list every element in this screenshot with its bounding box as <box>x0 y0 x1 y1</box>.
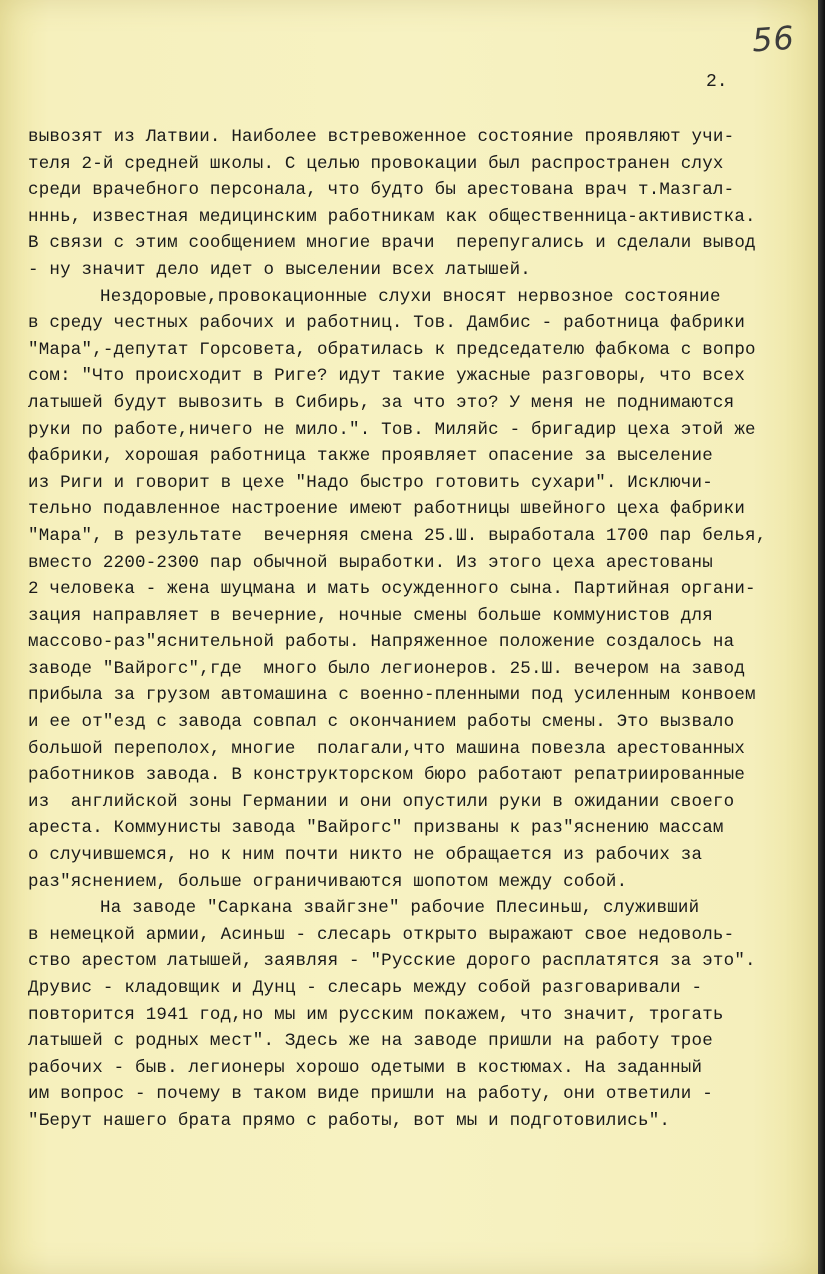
text-line: вместо 2200-2300 пар обычной выработки. Из этого цеха арестованы <box>28 552 713 573</box>
text-line: латышей будут вывозить в Сибирь, за что это? У меня не поднимаются <box>28 392 735 413</box>
text-line: из Риги и говорит в цехе "Надо быстро готовить сухари". Исключи- <box>28 472 713 493</box>
text-line: латышей с родных мест". Здесь же на заводе пришли на работу трое <box>28 1031 713 1052</box>
text-line: В связи с этим сообщением многие врачи перепугались и сделали вывод <box>28 233 756 254</box>
text-line: заводе "Вайрогс",где много было легионеров. 25.Ш. вечером на завод <box>28 658 746 679</box>
text-line: в немецкой армии, Асиньш - слесарь открыто выражают свое недоволь- <box>28 924 735 945</box>
text-line: прибыла за грузом автомашина с военно-пленными под усиленным конвоем <box>28 685 756 706</box>
text-line: из английской зоны Германии и они опустили руки в ожидании своего <box>28 791 735 812</box>
text-line: вывозят из Латвии. Наиболее встревоженное состояние проявляют учи- <box>28 127 735 147</box>
text-line: фабрики, хорошая работница также проявляет опасение за выселение <box>28 446 713 467</box>
text-line: большой переполох, многие полагали,что машина повезла арестованных <box>28 738 746 759</box>
text-line: Друвис - кладовщик и Дунц - слесарь между собой разговаривали - <box>28 978 703 998</box>
text-line: в среду честных рабочих и работниц. Тов. Дамбис - работница фабрики <box>28 313 746 334</box>
archive-page-number: 56 <box>750 18 796 60</box>
text-line: 2 человека - жена шуцмана и мать осужденного сына. Партийная органи- <box>28 579 756 600</box>
text-line: "Берут нашего брата прямо с работы, вот мы и подготовились". <box>28 1110 671 1131</box>
text-line: ареста. Коммунисты завода "Вайрогс" призваны к раз"яснению массам <box>28 818 724 839</box>
page-edge <box>818 0 825 1274</box>
text-line: - ну значит дело идет о выселении всех латышей. <box>28 259 531 280</box>
text-line: и ее от"езд с завода совпал с окончанием работы смены. Это вызвало <box>28 712 735 733</box>
text-line: зация направляет в вечерние, ночные смены больше коммунистов для <box>28 605 713 626</box>
document-body <box>28 124 803 1135</box>
text-line: ство арестом латышей, заявляя - "Русские дорого расплатятся за это". <box>28 951 756 972</box>
text-line: Нездоровые,провокационные слухи вносят нервозное состояние <box>100 286 721 307</box>
text-line: массово-раз"яснительной работы. Напряженное положение создалось на <box>28 632 735 653</box>
text-line: "Мара", в результате вечерняя смена 25.Ш. выработала 1700 пар белья, <box>28 525 767 546</box>
text-line: руки по работе,ничего не мило.". Тов. Миляйс - бригадир цеха этой же <box>28 419 756 440</box>
text-line: теля 2-й средней школы. С целью провокации был распространен слух <box>28 153 724 174</box>
text-line: повторится 1941 год,но мы им русским покажем, что значит, трогать <box>28 1004 724 1025</box>
text-line: "Мара",-депутат Горсовета, обратилась к председателю фабкома с вопро <box>28 339 756 360</box>
text-line: сом: "Что происходит в Риге? идут такие ужасные разговоры, что всех <box>28 366 746 387</box>
text-line: нннь, известная медицинским работникам как общественница-активистка. <box>28 206 756 227</box>
text-line: На заводе "Саркана звайгзне" рабочие Плесиньш, служивший <box>100 898 700 919</box>
text-line: работников завода. В конструкторском бюро работают репатриированные <box>28 765 746 786</box>
text-line: раз"яснением, больше ограничиваются шопотом между собой. <box>28 871 628 892</box>
text-line: среди врачебного персонала, что будто бы арестована врач т.Мазгал- <box>28 180 735 201</box>
text-line: о случившемся, но к ним почти никто не обращается из рабочих за <box>28 845 703 866</box>
page-number: 2. <box>706 72 728 92</box>
text-line: тельно подавленное настроение имеют работницы швейного цеха фабрики <box>28 499 746 520</box>
text-line: рабочих - быв. легионеры хорошо одетыми в костюмах. На заданный <box>28 1057 703 1078</box>
text-line: им вопрос - почему в таком виде пришли на работу, они ответили - <box>28 1084 713 1105</box>
